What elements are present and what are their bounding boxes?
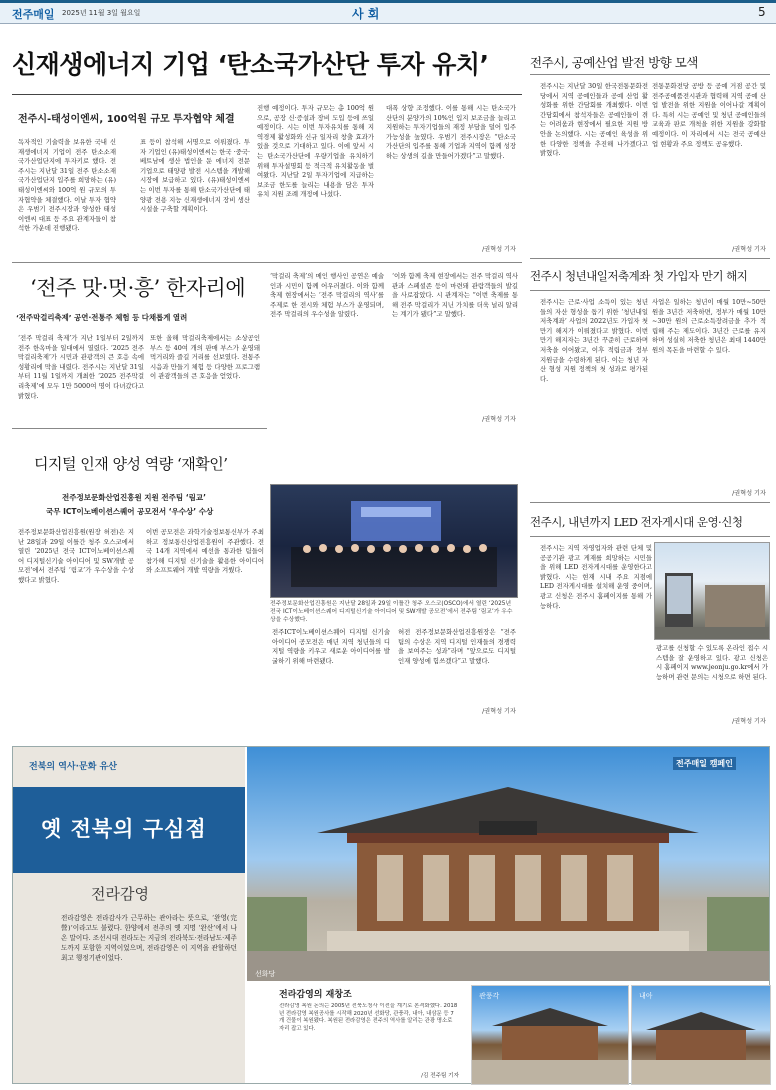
story1-col2: 표 등이 참석해 서명으로 이뤄졌다. 투자 기업인 (유)태성이엔씨는 한국 ·중국·베트남에 생산 법인을 둔 에너지 전문 기업으로 태양광 발전 시스템을 개발해 시장에 보급하고 있다. (유)태성이엔씨는 이번 투자를 통해 탄소국가산단에 태양광 전용 지능 신재생에너지 장비 생산 시설을 구축할 계획이다. [140, 138, 250, 214]
led-sign-illustration [655, 543, 769, 639]
story3-col4: ‘이와 함께 축제 현장에서는 전주 막걸리 역사관과 스페셜존 등이 마련돼 관람객들의 발길을 사로잡았다. 시 관계자는 “이번 축제를 통해 전주 막걸리가 지닌 가치를 더욱 널리 알리는 계기가 됐다”고 말했다. [392, 272, 518, 319]
divider-right-1 [530, 258, 770, 259]
story4-byline: /권혁성 기자 [732, 490, 766, 497]
story4-col2: 사업은 일하는 청년이 매월 10만~50만 원을 3년간 저축하면, 정부가 매월 10만~30만 원의 근로소득장려금을 추가 적립해 주는 제도이다. 3년간 근로를 유지하며 성실히 저축한 청년은 최대 1440만 원의 목돈을 마련할 수 있다. [652, 298, 766, 354]
story3-col2: 또한 올해 막걸리축제에서는 소상공인 부스 등 40여 개의 판매 부스가 운영돼 먹거리와 즐길 거리를 선보였다. 전통주 시음과 만들기 체험 등 다양한 프로그램이 관광객들의 큰 호응을 얻었다. [150, 334, 260, 381]
story1-col4: 대폭 상향 조정했다. 이를 통해 시는 탄소국가산단의 분양가의 10%인 입지 보조금을 늘리고 지원하는 투자기업들의 재정 부담을 덜어 입주 가능성을 높였다. 우범기 전주시장은 “탄소국가산단의 입주를 통해 기업과 지역이 함께 성장하는 상생의 길을 만들어가겠다”고 말했다. [386, 104, 516, 160]
story5-headline: 디지털 인재 양성 역량 ‘재확인’ [34, 455, 228, 473]
story3-headline: ‘전주 맛·멋·흥’ 한자리에 [30, 276, 246, 300]
story2-rule [530, 74, 770, 75]
story2-byline: /권혁성 기자 [732, 246, 766, 253]
section-title: 사 회 [352, 7, 380, 21]
story3-col1: ‘전주 막걸리 축제’가 지난 1일부터 2일까지 전주 한옥마을 일대에서 열렸다. ‘2025 전주막걸리축제’가 시민과 관광객의 큰 호응 속에 성황리에 막을 내렸다. 전주시는 지난달 31일부터 11월 1일까지 개최한 ‘2025 전주막걸리축제’에 모두 1만 5000여 명이 다녀갔다고 밝혔다. [18, 334, 144, 400]
story1-col1: 독자적인 기술력을 보유한 국내 신재생에너지 기업이 전주 탄소소재 국가산업단지에 투자키로 했다. 전주시는 지난달 31일 전주 탄소소재 국가산업단지 입주를 희망하는 (유)태성이엔씨와 100억 원 규모의 투자협약을 체결했다. 이날 투자 협약은 우범기 전주시장과 양성한 태성이엔씨 대표 등 주요 관계자들이 참석한 가운데 진행됐다. [18, 138, 116, 233]
feature-subject: 전라감영 [91, 885, 149, 903]
feature-main-photo [247, 747, 769, 981]
residence-illustration [632, 986, 770, 1084]
photo-label-2: 관풍각 [479, 992, 500, 1000]
story6-headline: 전주시, 내년까지 LED 전자게시대 운영·신청 [530, 515, 743, 529]
story5-col1: 전주정보문화산업진흥원(원장 허전)은 지난 28일과 29일 이틀간 청주 오스코에서 열린 ‘2025년 전국 ICT이노베이션스퀘어 디지털신기술 아이디어 및 SW개발 공모전’에서 전주팀 ‘림교’가 우수상을 수상했다고 밝혔다. [18, 528, 134, 584]
story2-col1: 전주시는 지난달 30일 한국전통문화전당에서 지역 공예인들과 공예 산업 활성화를 위한 간담회를 개최했다. 이번 간담회에서 참석자들은 공예인들이 겪는 어려움과 현장에서 필요한 지원 방안을 논의했다. 시는 공예인 육성을 위한 다양한 정책을 추진해 나가겠다고 밝혔다. [540, 82, 648, 158]
feature-section [12, 746, 770, 1084]
paper-logo: 전주매일 [12, 8, 55, 21]
hall-illustration [247, 747, 769, 981]
feature-byline: /김 전주팀 기자 [421, 1073, 459, 1079]
story3-top-rule [12, 262, 522, 263]
campaign-label: 전주매일 캠페인 [673, 757, 736, 770]
story5-subhead1: 전주정보문화산업진흥원 지원 전주팀 ‘림교’ [62, 493, 206, 502]
masthead [0, 0, 776, 24]
feature-sub-body: 전라감영 복원 논의는 2005년 전북도청사 이전을 계기로 본격화했다. 2018년 전라감영 복원공사를 시작해 2020년 선화당, 관풍각, 내아, 내삼문 등 7개 건물이 복원됐다. 복원된 전라감영은 전주의 역사를 알리는 관광 명소로 자리 잡고 있다. [279, 1003, 458, 1032]
story2-col2: 전통문화전당 공방 등 공예 거점 공간 및 전주공예품전시관과 협력해 지역 공예 산업 발전을 위한 지원을 이어나갈 계획이다. 특히 시는 공예인 및 청년 공예인들의 교육과 판로 개척을 위한 지원을 강화할 예정이다. 이 자리에서 시는 전국 공예산업 현황과 주요 정책도 공유했다. [652, 82, 766, 148]
feature-sub-headline: 전라감영의 재창조 [279, 990, 352, 1000]
story3-byline: /권혁성 기자 [482, 416, 516, 423]
story4-col1: 전주시는 근로·사업 소득이 있는 청년들의 자산 형성을 돕기 위한 ‘청년내일저축계좌’ 사업의 2022년도 가입자 첫 만기 해지가 이뤄졌다고 밝혔다. 이번 만기 해지자는 3년간 꾸준히 근로하며 저축을 이어왔고, 이후 적립금과 정부 지원금을 수령하게 된다. 이는 청년 자산 형성 지원 정책의 첫 성과로 평가된다. [540, 298, 648, 383]
feature-headline: 옛 전북의 구심점 [41, 816, 207, 841]
story3-subhead: ‘전주막걸리축제’ 공연·전통주 체험 등 다채롭게 열려 [16, 313, 188, 322]
photo-label-3: 내아 [639, 992, 653, 1000]
story1-subhead: 전주시-태성이엔씨, 100억원 규모 투자협약 체결 [18, 114, 235, 125]
feature-sub-box [275, 985, 463, 1083]
story4-rule [530, 290, 770, 291]
issue-date: 2025년 11월 3일 월요일 [62, 9, 141, 17]
story6-rule [530, 536, 770, 537]
award-photo [270, 484, 518, 598]
story4-headline: 전주시 청년내일저축계좌 첫 가입자 만기 해지 [530, 269, 748, 283]
story1-headline: 신재생에너지 기업 ‘탄소국가산단 투자 유치’ [12, 50, 489, 79]
story5-byline: /권혁성 기자 [482, 708, 516, 715]
page-number: 5 [758, 5, 766, 19]
photo-label-1: 선화당 [255, 970, 276, 978]
story5-col3: 전주ICT이노베이션스퀘어 디지털 신기술 아이디어 공모전은 매년 지역 청년들의 디지털 역량을 키우고 새로운 아이디어를 발굴하기 위해 마련됐다. [272, 628, 390, 665]
award-photo-illustration [271, 485, 517, 597]
story3-col3: ‘막걸리 축제’의 메인 행사인 공연은 예술인과 시민이 함께 어우러졌다. 이와 함께 축제 현장에서는 ‘전주 막걸리의 역사’를 주제로 한 전시와 체험 부스가 운영되며, 전주 막걸리의 우수성을 알렸다. [270, 272, 384, 319]
award-photo-caption: 전주정보문화산업진흥원은 지난달 28일과 29일 이틀간 청주 오스코(OSCO)에서 열린 ‘2025년 전국 ICT이노베이션스퀘어 디지털신기술 아이디어 및 SW개발 공모전’에서 전주팀 ‘림교’가 우수상을 수상했다. [270, 601, 513, 623]
story3-bottom-rule [12, 428, 267, 429]
story1-byline: /권혁성 기자 [482, 246, 516, 253]
story1-col3: 진행 예정이다. 투자 규모는 총 100억 원으로, 공장 신·증설과 장비 도입 등에 쓰일 예정이다. 시는 이번 투자유치를 통해 지역경제 활성화와 신규 일자리 창출 효과가 있을 것으로 기대하고 있다. 이에 앞서 시는 탄소국가산단에 우량기업을 유치하기 위해 투자설명회 등 적극적 유치활동을 벌여왔다. 지난달 2일 투자기업에 지급하는 보조금 한도를 늘리는 내용을 담은 투자 유치 지원 조례 개정에 나섰다. [257, 104, 374, 199]
story1-rule [12, 94, 522, 95]
feature-series: 전북의 역사·문화 유산 [29, 762, 117, 772]
story5-subhead2: 국무 ICT이노베이션스퀘어 공모전서 ‘우수상’ 수상 [46, 507, 214, 516]
street-photo [654, 542, 770, 640]
divider-right-2 [530, 502, 770, 503]
story6-byline: /권혁성 기자 [732, 718, 766, 725]
story6-col2: 광고를 신청할 수 있도록 온라인 접수 시스템을 잘 운영하고 있다. 광고 신청은 시 홈페이지 www.jeonju.go.kr에서 가능하며 관련 문의는 시청으로 하면 된다. [656, 644, 768, 681]
story2-headline: 전주시, 공예산업 발전 방향 모색 [530, 55, 698, 70]
story5-col4: 허전 전주정보문화산업진흥원장은 “전주팀의 수상은 지역 디지털 인재들의 경쟁력을 보여주는 성과”라며 “앞으로도 디지털 인재 양성에 힘쓰겠다”고 말했다. [398, 628, 516, 665]
feature-body: 전라감영은 전라감사가 근무하는 관아라는 뜻으로, ‘완영(完營)’이라고도 불렸다. 한양에서 전주의 옛 지명 ‘완산’에서 나온 말이다. 조선시대 전라도는 지금의 전라북도·전라남도·제주도까지 포함한 지역이었으며, 전라감영은 이 지역을 관할하던 최고 행정기관이었다. [61, 914, 237, 962]
story5-col2: 이번 공모전은 과학기술정보통신부가 주최하고 정보통신산업진흥원이 주관했다. 전국 14개 지역에서 예선을 통과한 팀들이 참가해 디지털 신기술을 활용한 아이디어와 소프트웨어 개발 역량을 겨뤘다. [146, 528, 264, 575]
story6-col1: 전주시는 지역 자영업자와 관련 단체 및 공공기관 광고 게재를 희망하는 시민들을 위해 LED 전자게시대를 운영한다고 밝혔다. 시는 현재 시내 주요 지점에 LED 전자게시대를 설치해 운영 중이며, 광고 신청은 전주시 홈페이지를 통해 가능하다. [540, 544, 652, 610]
